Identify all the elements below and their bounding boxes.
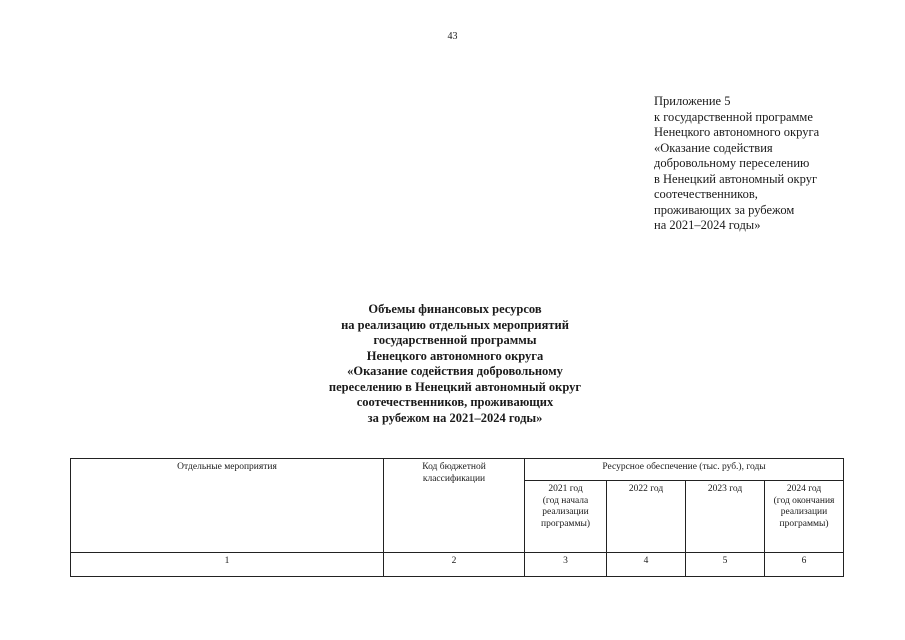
column-number: 1	[71, 553, 384, 577]
header-year-line: реализации	[542, 507, 589, 517]
header-year-2024	[765, 481, 844, 553]
header-year-line: реализации	[780, 507, 828, 517]
appendix-line: на 2021–2024 годы»	[654, 218, 761, 232]
appendix-line: в Ненецкий автономный округ	[654, 171, 818, 186]
header-year-line: 2024 год	[786, 484, 822, 494]
title-line: за рубежом на 2021–2024 годы»	[367, 410, 543, 425]
column-number: 3	[525, 553, 607, 577]
appendix-note	[654, 94, 894, 234]
header-year-2023	[686, 481, 765, 553]
appendix-line: проживающих за рубежом	[654, 202, 795, 217]
title-line: Ненецкого автономного округа	[366, 348, 544, 363]
header-year-line: (год окончания	[773, 495, 835, 506]
header-budget-code-line: классификации	[422, 473, 486, 484]
title-line: на реализацию отдельных мероприятий	[341, 317, 569, 332]
title-line: государственной программы	[373, 333, 537, 347]
header-resources: Ресурсное обеспечение (тыс. руб.), годы	[525, 459, 844, 481]
title-line: «Оказание содействия добровольному	[347, 364, 563, 378]
header-year-line: 2023 год	[707, 484, 743, 494]
header-year-line: 2022 год	[628, 484, 664, 494]
header-year-2021	[525, 481, 607, 553]
title-line: Объемы финансовых ресурсов	[368, 302, 542, 316]
title-line: переселению в Ненецкий автономный округ	[328, 379, 582, 394]
appendix-line: «Оказание содействия	[654, 140, 773, 155]
appendix-line: Приложение 5	[654, 94, 731, 108]
header-year-line: 2021 год	[548, 484, 583, 494]
appendix-line: добровольному переселению	[654, 156, 810, 170]
header-year-line: (год начала	[542, 495, 589, 506]
column-number-row	[71, 553, 844, 577]
column-number: 6	[765, 553, 844, 577]
header-year-line: программы)	[779, 518, 829, 529]
financial-resources-table	[70, 458, 844, 577]
document-title	[300, 302, 610, 426]
appendix-line: к государственной программе	[654, 109, 813, 124]
header-year-2022	[607, 481, 686, 553]
column-number: 2	[384, 553, 525, 577]
column-number: 4	[607, 553, 686, 577]
title-line: соотечественников, проживающих	[356, 395, 554, 409]
appendix-line: соотечественников,	[654, 187, 758, 201]
header-budget-code	[384, 459, 525, 553]
page-number: 43	[447, 31, 458, 42]
header-budget-code-line: Код бюджетной	[422, 462, 486, 472]
column-number: 5	[686, 553, 765, 577]
header-year-line: программы)	[540, 518, 591, 529]
header-activities: Отдельные мероприятия	[71, 459, 384, 553]
appendix-line: Ненецкого автономного округа	[654, 125, 820, 139]
